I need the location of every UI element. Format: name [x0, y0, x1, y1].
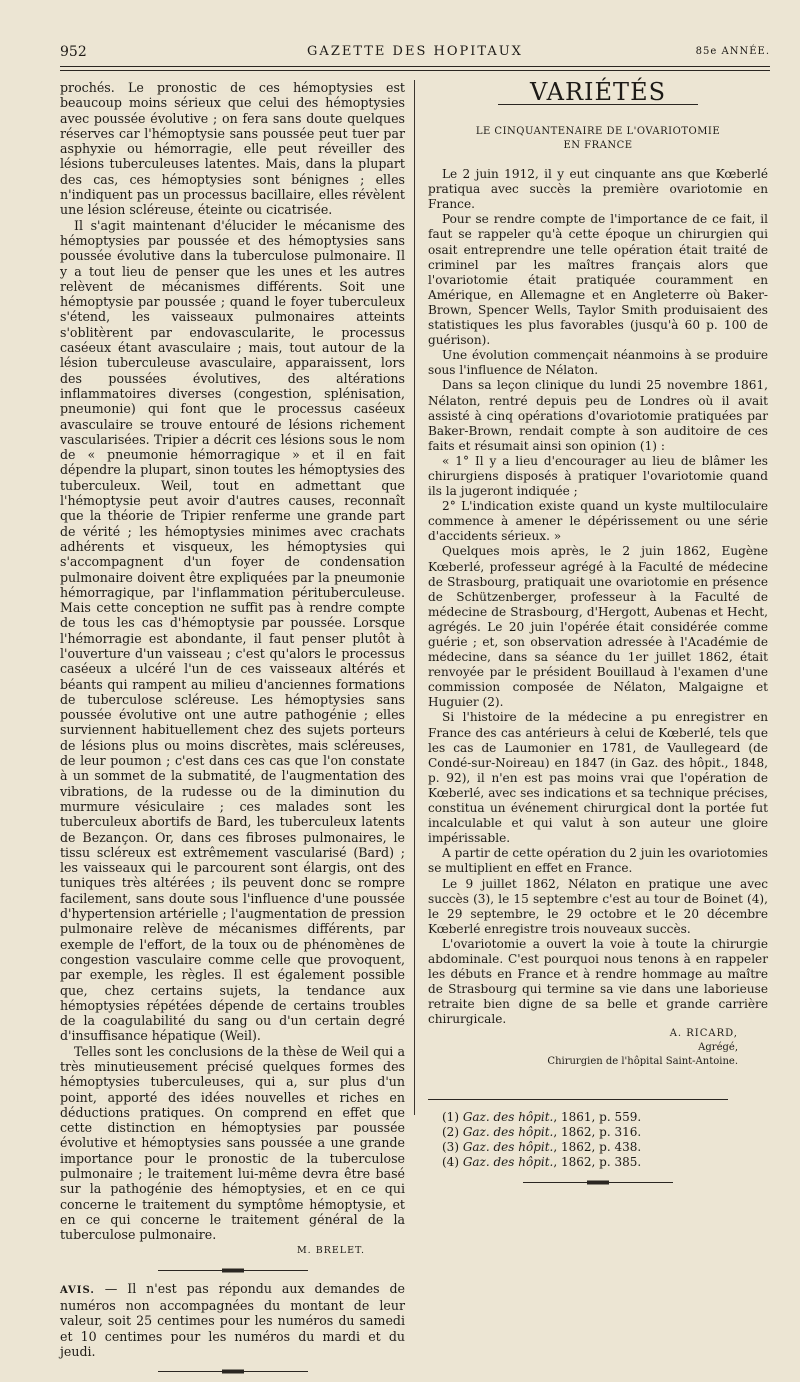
- paragraph: prochés. Le pronostic de ces hémoptysies est beaucoup moins sérieux que celui des hémoptysies avec poussée évolutive ; on fera sans doute quelques réserves car l'hémoptysie sans poussée peut tuer par asphyxie ou hémorragie, elle peut réveiller des lésions tuberculeuses latentes. Mais, dans la plupart des cas, ces hémoptysies sont bénignes ; elles n'indiquent pas un processus bacillaire, elles révèlent une lésion scléreuse, éteinte ou cicatrisée.: [60, 80, 405, 218]
- paragraph: Il s'agit maintenant d'élucider le mécanisme des hémoptysies par poussée et des hémoptysies sans poussée évolutive dans la tuberculose pulmonaire. Il y a tout lieu de penser que les unes et les autres relèvent de mécanismes différents. Soit une hémoptysie par poussée ; quand le foyer tuberculeux s'étend, les vaisseaux pulmonaires atteints s'oblitèrent par endovascularite, le processus caséeux étant avasculaire ; mais, tout autour de la lésion tuberculeuse avasculaire, apparaissent, lors des poussées évolutives, des altérations inflammatoires diverses (congestion, splénisation, pneumonie) qui font que le processus caséeux avasculaire se trouve entouré de lésions richement vascularisées. Tripier a décrit ces lésions sous le nom de « pneumonie hémorragique » et il en fait dépendre la plupart, sinon toutes les hémoptysies des tuberculeux. Weil, tout en admettant que l'hémoptysie peut avoir d'autres causes, reconnaît que la théorie de Tripier renferme une grande part de vérité ; les hémoptysies minimes avec crachats adhérents et visqueux, les hémoptysies qui s'accompagnent d'un foyer de condensation pulmonaire doivent être expliquées par la pneumonie hémorragique, par l'inflammation pérituberculeuse. Mais cette conception ne suffit pas à rendre compte de tous les cas d'hémoptysie par poussée. Lorsque l'hémorragie est abondante, il faut penser plutôt à l'ouverture d'un vaisseau ; c'est qu'alors le processus caséeux a ulcéré l'un de ces vaisseaux altérés et béants qui rampent au milieu d'anciennes formations de tuberculose scléreuse. Les hémoptysies sans poussée évolutive ont une autre pathogénie ; elles surviennent habituellement chez des sujets porteurs de lésions plus ou moins discrètes, mais scléreuses, de leur poumon ; c'est dans ces cas que l'on constate à un sommet de la submatité, de l'augmentation des vibrations, de la rudesse ou de la diminution du murmure vésiculaire ; ces malades sont les tuberculeux abortifs de Bard, les tuberculeux latents de Bezançon. Or, dans ces fibroses pulmonaires, le tissu scléreux est extrêmement vascularisé (Bard) ; les vaisseaux qui le parcourent sont élargis, ont des tuniques très altérées ; ils peuvent donc se rompre facilement, sans doute sous l'influence d'une poussée d'hypertension artérielle ; l'augmentation de pression pulmonaire relève de mécanismes différents, par exemple de l'effort, de la toux ou de phénomènes de congestion vasculaire comme celle que provoquent, par exemple, les règles. Il est également possible que, chez certains sujets, la tendance aux hémoptysies répétées dépende de certains troubles de la coagulabilité du sang ou d'un certain degré d'insuffisance hépatique (Weil).: [60, 217, 405, 1044]
- footnote: [428, 1110, 768, 1125]
- separator-ornament: [158, 1369, 308, 1374]
- author-block: [428, 1027, 738, 1069]
- volume-year: 85e ANNÉE.: [695, 46, 770, 57]
- page-header: [60, 40, 770, 66]
- paragraph: A partir de cette opération du 2 juin les ovariotomies se multiplient en effet en France.: [428, 846, 768, 876]
- section-title: VARIÉTÉS: [529, 78, 667, 106]
- footnote-ref: Gaz. des hôpit.: [462, 1110, 554, 1125]
- separator-ornament: [523, 1180, 673, 1185]
- footnote-number: (3): [442, 1140, 463, 1155]
- paragraph: L'ovariotomie a ouvert la voie à toute la chirurgie abdominale. C'est pourquoi nous tenons à en rappeler les débuts en France et à rendre hommage au maître de Strasbourg qui termine sa vie dans une laborieuse retraite bien digne de sa belle et grande carrière chirurgicale.: [428, 936, 768, 1027]
- paragraph: Pour se rendre compte de l'importance de ce fait, il faut se rappeler qu'à cette époque un chirurgien qui osait entreprendre une telle opération était traité de criminel par les maîtres français alors que l'ovariotomie était pratiquée couramment en Amérique, en Allemagne et en Angleterre où Baker-Brown, Spencer Wells, Taylor Smith produisaient des statistiques les plus favorables (jusqu'à 60 p. 100 de guérison).: [428, 212, 768, 348]
- quotation: 2° L'indication existe quand un kyste multiloculaire commence à amener le dépérissement ou une série d'accidents sérieux. »: [428, 499, 768, 544]
- paragraph: Une évolution commençait néanmoins à se produire sous l'influence de Nélaton.: [428, 348, 768, 378]
- footnote-page: , 1862, p. 438.: [553, 1140, 642, 1155]
- header-rule: [60, 66, 770, 67]
- signature: M. BRELET.: [296, 1244, 365, 1256]
- paragraph: Le 2 juin 1912, il y eut cinquante ans que Kœberlé pratiqua avec succès la première ovariotomie en France.: [428, 167, 768, 212]
- paragraph: Le 9 juillet 1862, Nélaton en pratique une avec succès (3), le 15 septembre c'est au tour de Boinet (4), le 29 septembre, le 29 octobre et le 20 décembre Kœberlé enregistre trois nouveaux succès.: [428, 876, 768, 936]
- avis-notice: [60, 1281, 405, 1359]
- article-title-line-2: EN FRANCE: [563, 140, 633, 152]
- footnote-ref: Gaz. des hôpit.: [462, 1140, 554, 1155]
- footnote-number: (4): [442, 1155, 463, 1170]
- footnote-rule: [428, 1099, 728, 1100]
- footnote-page: , 1862, p. 316.: [553, 1125, 642, 1140]
- separator-ornament: [158, 1268, 308, 1273]
- author-name: A. RICARD,: [669, 1028, 738, 1040]
- footnote: [428, 1140, 768, 1155]
- avis-label: AVIS.: [60, 1284, 95, 1296]
- footnote: [428, 1155, 768, 1170]
- header-rule-double: [60, 70, 770, 71]
- footnote-number: (1): [442, 1110, 463, 1125]
- journal-title: GAZETTE DES HOPITAUX: [307, 44, 523, 59]
- paragraph: Quelques mois après, le 2 juin 1862, Eugène Kœberlé, professeur agrégé à la Faculté de médecine de Strasbourg, pratiquait une ovariotomie en présence de Schützenberger, professeur à la Faculté de médecine de Strasbourg, d'Hergott, Aubenas et Hecht, agrégés. Le 20 juin l'opérée était considérée comme guérie ; et, son observation adressée à l'Académie de médecine, dans sa séance du 1er juillet 1862, était renvoyée par le président Bouillaud à l'examen d'une commission composée de Nélaton, Malgaigne et Huguier (2).: [428, 544, 768, 710]
- footnote-number: (2): [442, 1125, 463, 1140]
- footnote-page: , 1862, p. 385.: [553, 1155, 642, 1170]
- avis-text: — Il n'est pas répondu aux demandes de numéros non accompagnées du montant de leur valeur, soit 25 centimes pour les numéros du samedi et 10 centimes pour les numéros du mardi et du jeudi.: [60, 1280, 405, 1360]
- column-divider: [414, 80, 415, 1115]
- article-title-line-1: LE CINQUANTENAIRE DE L'OVARIOTOMIE: [475, 126, 721, 138]
- page-number: 952: [60, 44, 87, 60]
- paragraph: Dans sa leçon clinique du lundi 25 novembre 1861, Nélaton, rentré depuis peu de Londres où il avait assisté à cinq opérations d'ovariotomie pratiquées par Baker-Brown, rendait compte à son auditoire de ces faits et résumait ainsi son opinion (1) :: [428, 378, 768, 453]
- author-title: Agrégé,: [698, 1042, 738, 1054]
- footnote-ref: Gaz. des hôpit.: [462, 1125, 554, 1140]
- left-column: [60, 80, 405, 1382]
- article-title: [428, 125, 768, 153]
- paragraph: Si l'histoire de la médecine a pu enregistrer en France des cas antérieurs à celui de Kœberlé, tels que les cas de Laumonier en 1781, de Vaullegeard (de Condé-sur-Noireau) en 1847 (in Gaz. des hôpit., 1848, p. 92), il n'en est pas moins vrai que l'opération de Kœberlé, avec ses indications et sa technique précises, constitua un événement chirurgical dont la portée fut incalculable et qui valut à son auteur une gloire impérissable.: [428, 710, 768, 846]
- quotation: « 1° Il y a lieu d'encourager au lieu de blâmer les chirurgiens disposés à pratiquer l'ovariotomie quand ils la jugeront indiquée ;: [428, 453, 768, 499]
- paragraph: Telles sont les conclusions de la thèse de Weil qui a très minutieusement précisé quelques formes des hémoptysies tuberculeuses, qui a, sur plus d'un point, apporté des idées nouvelles et riches en déductions pratiques. On comprend en effet que cette distinction en hémoptysies par poussée évolutive et hémoptysies sans poussée a une grande importance pour le pronostic de la tuberculose pulmonaire ; le traitement lui-même devra être basé sur la pathogénie des hémoptysies, et en ce qui concerne le traitement du symptôme hémoptysie, et en ce qui concerne le traitement général de la tuberculose pulmonaire.: [60, 1043, 405, 1243]
- footnote: [428, 1125, 768, 1140]
- footnote-page: , 1861, p. 559.: [553, 1110, 642, 1125]
- right-column: [428, 78, 768, 1193]
- footnote-ref: Gaz. des hôpit.: [462, 1155, 554, 1170]
- author-affiliation: Chirurgien de l'hôpital Saint-Antoine.: [547, 1056, 738, 1068]
